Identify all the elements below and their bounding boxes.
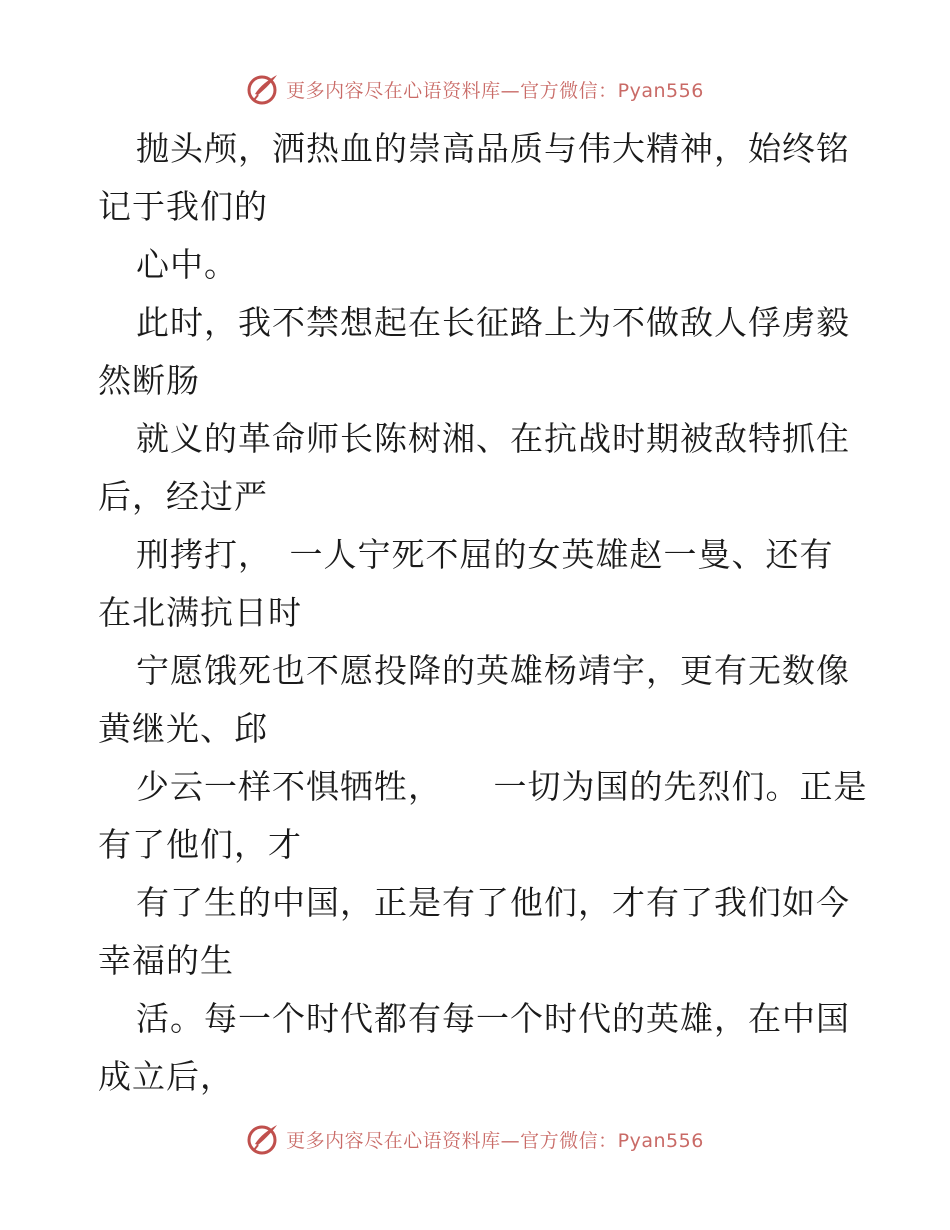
text-line: 成立后， <box>98 1057 234 1096</box>
text-line: 抛头颅，洒热血的崇高品质与伟大精神，始终铭 <box>136 129 850 168</box>
text-line: 黄继光、邱 <box>98 709 268 748</box>
quill-logo-icon <box>246 72 280 106</box>
watermark-text: 更多内容尽在心语资料库—官方微信：Pyan556 <box>286 1129 704 1152</box>
text-line: 有了生的中国，正是有了他们，才有了我们如今 <box>136 883 850 922</box>
text-line: 少云一样不惧牺牲， 一切为国的先烈们。正是 <box>136 767 868 806</box>
text-line: 有了他们，才 <box>98 825 302 864</box>
text-line: 就义的革命师长陈树湘、在抗战时期被敌特抓住 <box>136 419 850 458</box>
text-line: 后，经过严 <box>98 477 268 516</box>
text-line: 刑拷打， 一人宁死不屈的女英雄赵一曼、还有 <box>136 535 834 574</box>
footer-watermark <box>0 1122 950 1156</box>
text-line: 然断肠 <box>98 361 200 400</box>
document-body <box>98 120 868 1106</box>
text-line: 此时，我不禁想起在长征路上为不做敌人俘虏毅 <box>136 303 850 342</box>
text-line: 记于我们的 <box>98 187 268 226</box>
quill-logo-icon <box>246 1122 280 1156</box>
text-line: 宁愿饿死也不愿投降的英雄杨靖宇，更有无数像 <box>136 651 850 690</box>
text-line: 活。每一个时代都有每一个时代的英雄，在中国 <box>136 999 850 1038</box>
text-line: 心中。 <box>136 245 238 284</box>
text-line: 在北满抗日时 <box>98 593 302 632</box>
watermark-text: 更多内容尽在心语资料库—官方微信：Pyan556 <box>286 79 704 102</box>
text-line: 幸福的生 <box>98 941 234 980</box>
header-watermark <box>0 72 950 106</box>
